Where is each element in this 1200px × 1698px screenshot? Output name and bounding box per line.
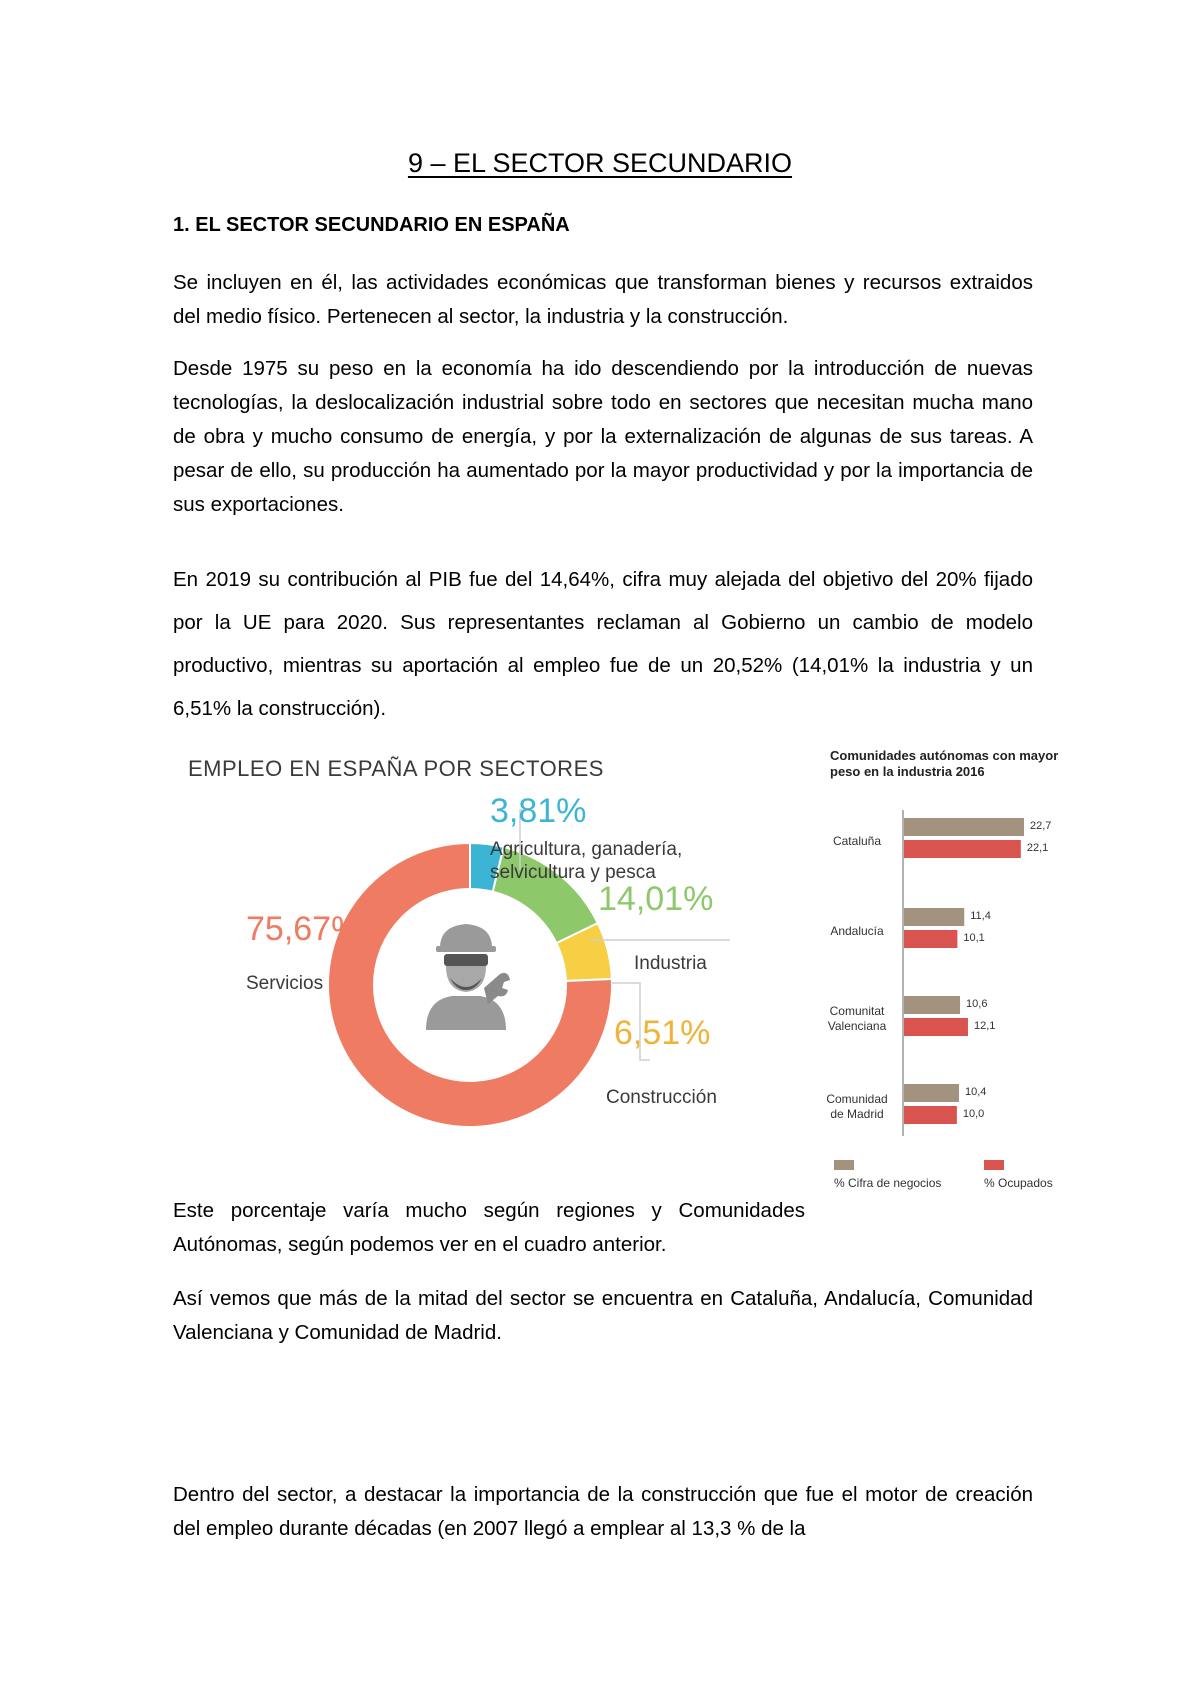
services-percent: 75,67% — [246, 910, 362, 948]
worker-icon — [426, 924, 510, 1030]
paragraph-4: Este porcentaje varía mucho según regiones y Comunidades Autónomas, según podemos ver en el cuadro anterior. — [173, 1199, 805, 1256]
paragraph-2: Desde 1975 su peso en la economía ha ido descendiendo por la introducción de nuevas tecnologías, la deslocalización industrial sobre todo en sectores que necesitan mucha mano de obra y mucho consumo de energía, y por la externalización de algunas de sus tareas. A pesar de ello, su producción ha aumentado por la mayor productividad y por la importancia de sus exportaciones. — [173, 357, 1033, 516]
bar-category-label: Comunidad de Madrid — [826, 1092, 888, 1121]
agriculture-label: Agricultura, ganadería, selvicultura y pesca — [490, 839, 683, 883]
bar-1-1 — [904, 930, 957, 948]
bar-chart-title: Comunidades autónomas con mayor peso en la industria 2016 — [830, 748, 1059, 779]
bar-value-label: 22,7 — [1030, 820, 1052, 832]
bar-1-0 — [904, 908, 964, 926]
bar-chart-figure — [820, 740, 1080, 1200]
services-label: Servicios — [246, 973, 324, 994]
bar-2-0 — [904, 996, 960, 1014]
construction-percent: 6,51% — [614, 1014, 711, 1052]
bar-2-1 — [904, 1018, 968, 1036]
industry-percent: 14,01% — [598, 880, 714, 918]
page-title: 9 – EL SECTOR SECUNDARIO — [407, 148, 793, 178]
legend-swatch-cifra — [834, 1160, 854, 1170]
bar-3-1 — [904, 1106, 957, 1124]
legend-label-ocupados: % Ocupados — [984, 1176, 1053, 1190]
paragraph-5: Así vemos que más de la mitad del sector se encuentra en Cataluña, Andalucía, Comunidad Valenciana y Comunidad de Madrid. — [173, 1287, 1033, 1344]
bar-category-label: Cataluña — [832, 834, 882, 848]
bar-value-label: 12,1 — [973, 1020, 996, 1032]
section-heading: 1. EL SECTOR SECUNDARIO EN ESPAÑA — [173, 214, 570, 236]
legend-label-cifra: % Cifra de negocios — [834, 1176, 942, 1190]
bar-value-label: 22,1 — [1026, 842, 1049, 854]
bar-0-0 — [904, 818, 1024, 836]
bar-category-label: Comunitat Valenciana — [827, 1004, 887, 1033]
bar-chart — [820, 740, 1080, 1200]
bar-3-0 — [904, 1084, 959, 1102]
legend-swatch-ocupados — [984, 1160, 1004, 1170]
paragraph-6: Dentro del sector, a destacar la importancia de la construcción que fue el motor de creación del empleo durante décadas (en 2007 llegó a emplear al 13,3 % de la — [173, 1483, 1033, 1540]
bar-category-label: Andalucía — [830, 924, 884, 938]
paragraph-1: Se incluyen en él, las actividades económicas que transforman bienes y recursos extraidos del medio físico. Pertenecen al sector, la industria y la construcción. — [173, 271, 1033, 328]
bar-value-label: 10,6 — [966, 998, 988, 1010]
industry-label: Industria — [634, 953, 707, 974]
construction-label: Construcción — [606, 1087, 717, 1108]
donut-chart-figure — [170, 740, 810, 1150]
bar-value-label: 10,0 — [962, 1108, 985, 1120]
bar-0-1 — [904, 840, 1021, 858]
agriculture-percent: 3,81% — [490, 792, 587, 830]
bar-value-label: 10,4 — [964, 1086, 987, 1098]
bar-value-label: 11,4 — [970, 910, 991, 922]
bar-value-label: 10,1 — [963, 932, 985, 944]
paragraph-3: En 2019 su contribución al PIB fue del 14,64%, cifra muy alejada del objetivo del 20% fijado por la UE para 2020. Sus representantes reclaman al Gobierno un cambio de modelo productivo, mientras su aportación al empleo fue de un 20,52% (14,01% la industria y un 6,51% la construcción). — [173, 568, 1033, 720]
donut-chart-title: EMPLEO EN ESPAÑA POR SECTORES — [188, 756, 604, 781]
